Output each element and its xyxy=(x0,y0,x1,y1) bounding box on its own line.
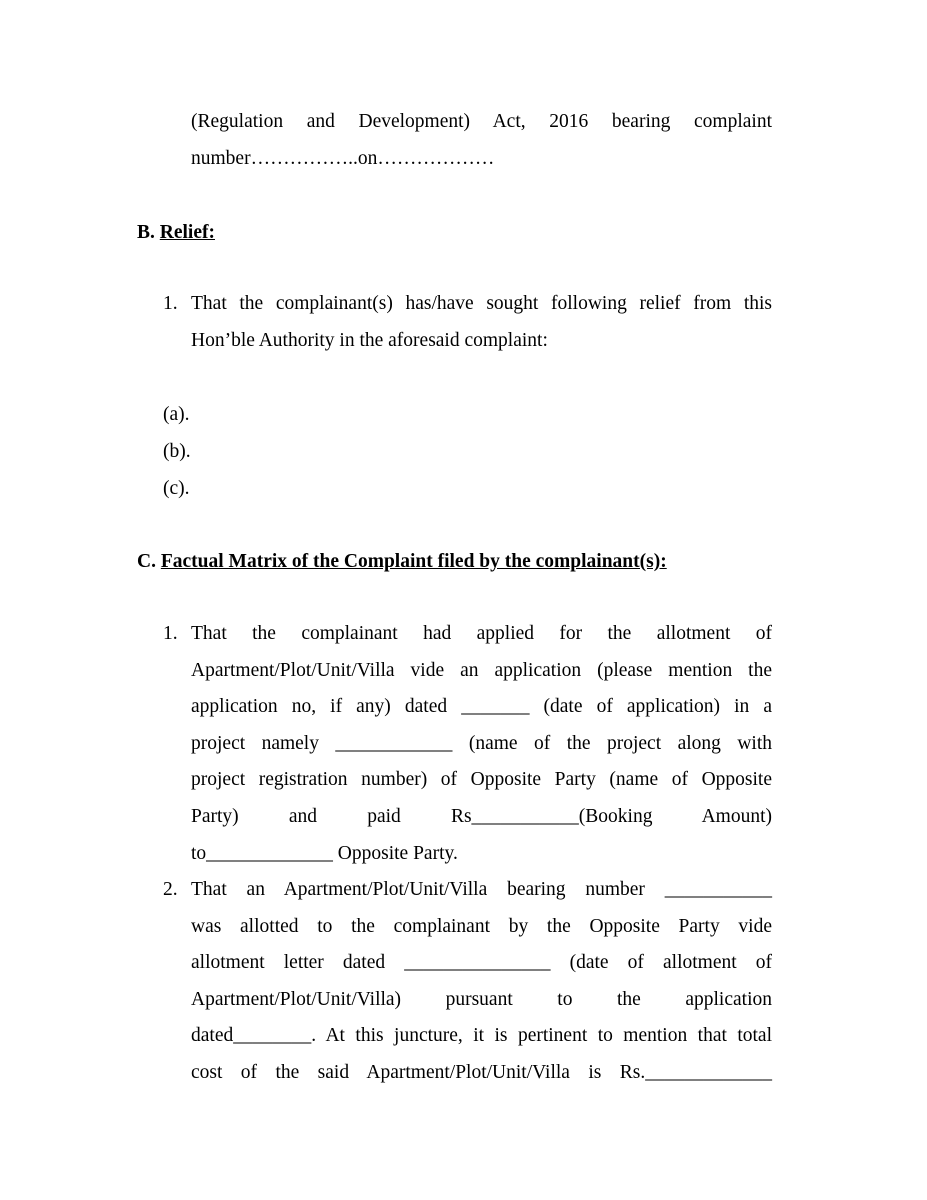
section-c-para-1-line: Party) and paid Rs___________(Booking Amount) xyxy=(191,806,772,827)
intro-line-2: number……………..on……………… xyxy=(191,148,495,169)
section-c-letter: C. xyxy=(137,551,156,572)
section-c-para-1-line: Apartment/Plot/Unit/Villa vide an application (please mention the xyxy=(191,660,772,681)
section-c-para-2-line: cost of the said Apartment/Plot/Unit/Villa is Rs._____________ xyxy=(191,1062,772,1083)
section-b-para-1-line-2: Hon’ble Authority in the aforesaid complaint: xyxy=(191,330,548,351)
section-c-para-2-line: was allotted to the complainant by the Opposite Party vide xyxy=(191,916,772,937)
section-c-para-1-line: project namely ____________ (name of the project along with xyxy=(191,733,772,754)
section-c-para-2-line: Apartment/Plot/Unit/Villa) pursuant to the application xyxy=(191,989,772,1010)
section-c-para-1-number: 1. xyxy=(163,623,178,644)
section-c-para-1-line: to_____________ Opposite Party. xyxy=(191,843,458,864)
section-b-letter: B. xyxy=(137,222,155,243)
section-b-para-1-line-1: That the complainant(s) has/have sought following relief from this xyxy=(191,293,772,314)
relief-item-a: (a). xyxy=(163,404,190,425)
section-b-heading xyxy=(137,221,215,245)
section-c-para-2-line: allotment letter dated _______________ (date of allotment of xyxy=(191,952,772,973)
section-b-para-1-number: 1. xyxy=(163,293,178,314)
section-c-para-2-line: That an Apartment/Plot/Unit/Villa bearing number ___________ xyxy=(191,879,772,900)
relief-item-c: (c). xyxy=(163,478,190,499)
section-c-para-1-line: That the complainant had applied for the allotment of xyxy=(191,623,772,644)
section-c-heading xyxy=(137,550,667,574)
section-c-para-2-line: dated________. At this juncture, it is pertinent to mention that total xyxy=(191,1025,772,1046)
section-c-title: Factual Matrix of the Complaint filed by the complainant(s): xyxy=(160,551,667,572)
relief-item-b: (b). xyxy=(163,441,191,462)
section-c-para-1-line: application no, if any) dated _______ (date of application) in a xyxy=(191,696,772,717)
section-b-title: Relief: xyxy=(159,222,215,243)
section-c-para-1-line: project registration number) of Opposite Party (name of Opposite xyxy=(191,769,772,790)
section-c-para-2-number: 2. xyxy=(163,879,178,900)
intro-line-1: (Regulation and Development) Act, 2016 bearing complaint xyxy=(191,111,772,132)
